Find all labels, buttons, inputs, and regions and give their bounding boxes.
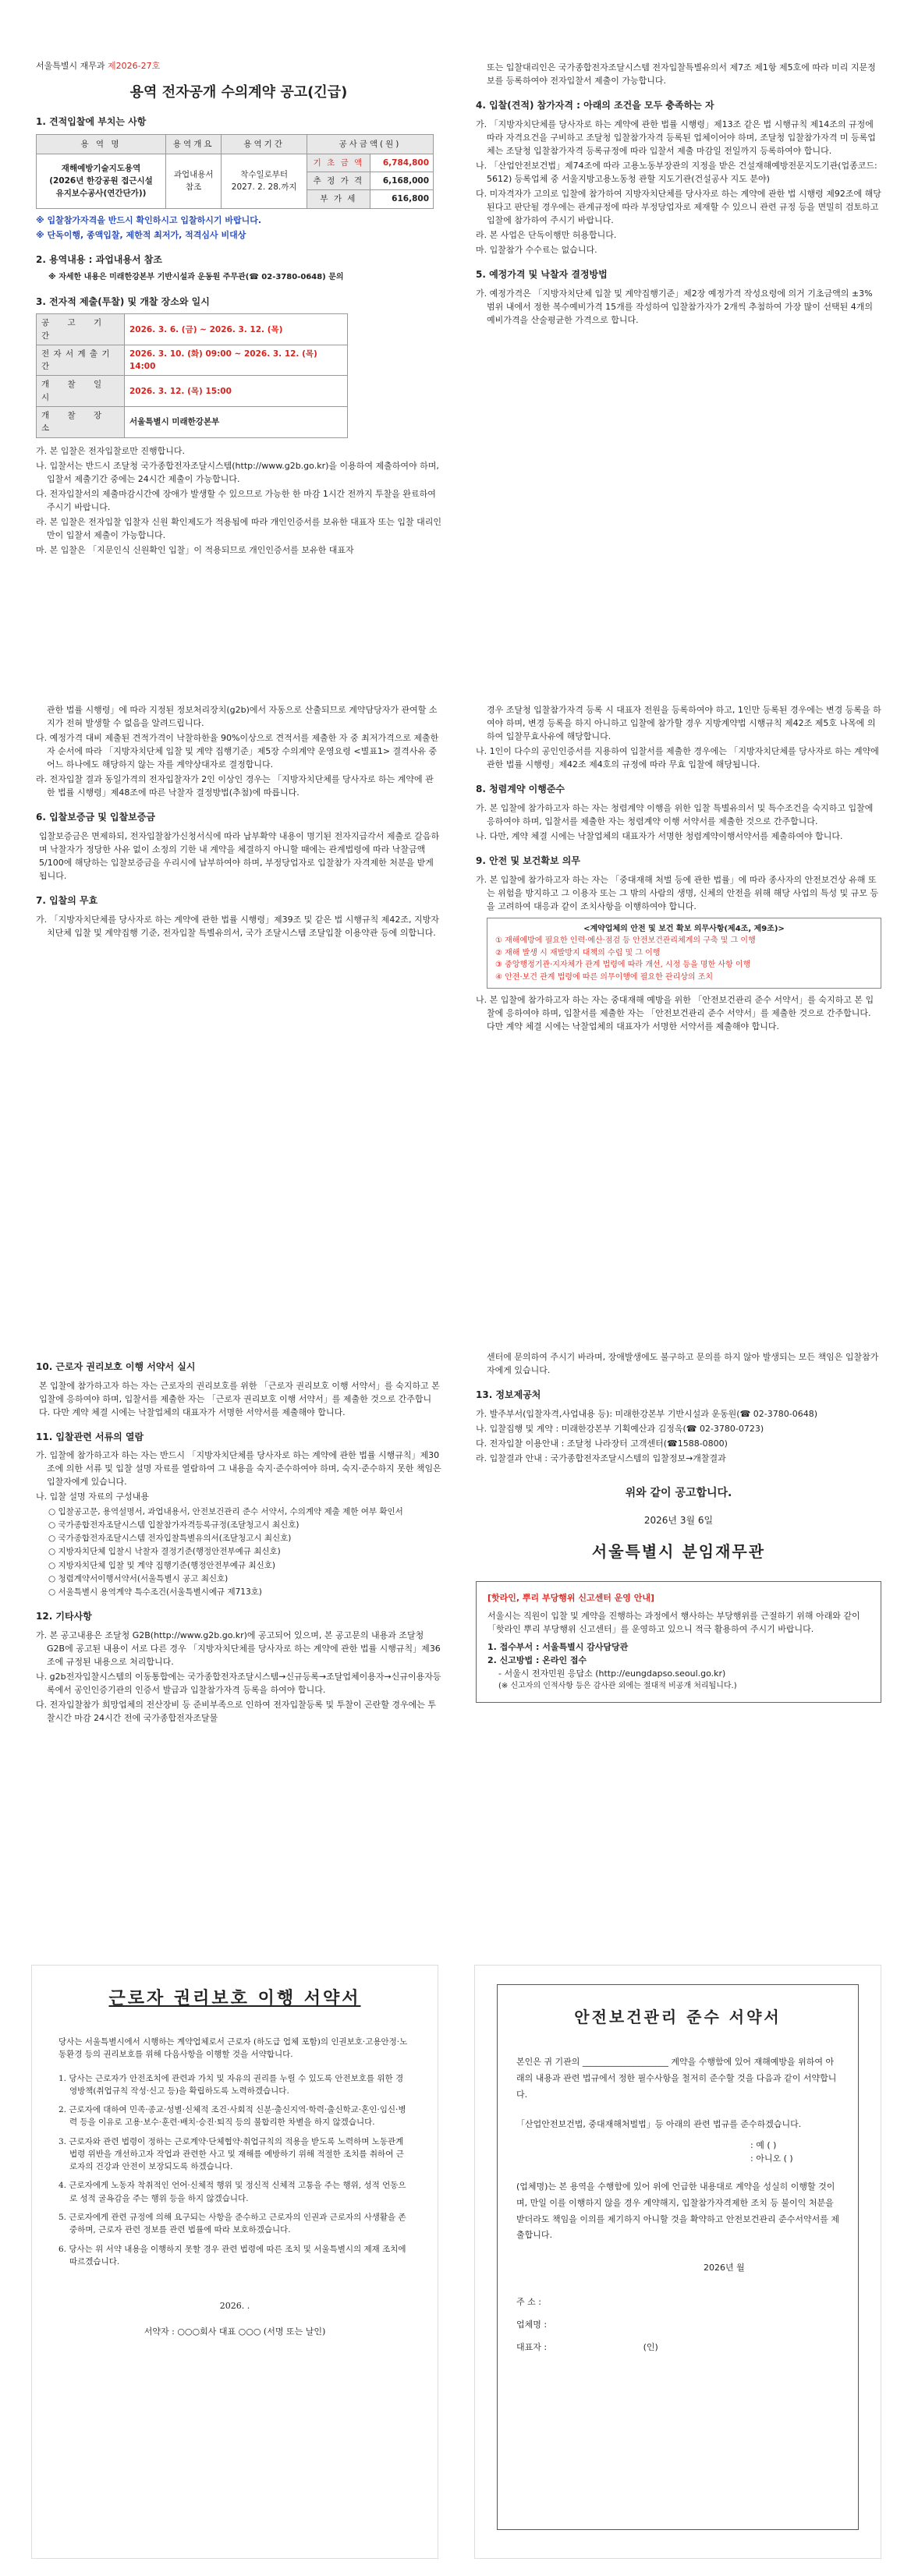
section-9-title: 9. 안전 및 보건확보 의무	[476, 855, 580, 866]
th-period: 용역기간	[222, 134, 307, 154]
pledge2-seal: (인)	[643, 2341, 658, 2352]
schedule-label: 개 찰 일 시	[37, 376, 125, 407]
section-1-title: 1. 견적입찰에 부치는 사항	[36, 115, 147, 127]
s7-continuation: 경우 조달청 입찰참가자격 등록 시 대표자 전원을 등록하여야 하고, 1인만 등록된 경우에는 변경 등록을 하여야 하며, 변경 등록을 하지 아니하고 입찰에 참가할 경우 지방계약법 시행규칙 제42조 제5호 나목에 의하여 입찰무효사유에 해당합니다.	[487, 705, 881, 742]
pledge2-rep: 대표자 :	[516, 2341, 548, 2352]
section-4-title: 4. 입찰(견적) 참가자격 : 아래의 조건을 모두 충족하는 자	[476, 100, 714, 111]
obligation-box-title: <계약업체의 안전 및 보건 확보 의무사항(제4조, 제9조)>	[583, 924, 785, 933]
s8-item: 가. 본 입찰에 참가하고자 하는 자는 청렴계약 이행을 위한 입찰 특별유의서 및 특수조건을 숙지하고 입찰에 응하여야 하며, 입찰서를 제출한 자는 청렴계약 이행 서약서를 제출한 것으로 간주합니다.	[476, 802, 874, 826]
s4-item: 라. 본 사업은 단독이행만 허용합니다.	[476, 230, 617, 241]
project-period: 착수일로부터 2027. 2. 28.까지	[222, 154, 307, 208]
dept-label: 서울특별시 재무과	[36, 61, 108, 71]
s5-item: 다. 예정가격 대비 제출된 견적가격이 낙찰하한율 90%이상으로 견적서를 제출한 자 중 최저가격으로 제출한 자 순서에 따라 「지방자치단체 입찰 및 계약 집행기준」제5장 수의계약 운영요령 <별표1> 결격사유 중 어느 하나에도 해당하지 않는 자를 계약상대자로 결정합니다.	[36, 733, 439, 770]
closing-line: 위와 같이 공고합니다.	[625, 1486, 732, 1499]
s3-item: 나. 입찰서는 반드시 조달청 국가종합전자조달시스템(http://www.g2b.go.kr)을 이용하여 제출하여야 하며, 입찰서 제출기간 중에는 24시간 제출이 가능합니다.	[36, 460, 439, 484]
s11-list-item: ○ 서울특별시 용역계약 특수조건(서울특별시예규 제713호)	[48, 1587, 262, 1598]
hotline-box	[476, 1581, 881, 1703]
schedule-label: 개 찰 장 소	[37, 406, 125, 437]
s3-continuation: 또는 입찰대리인은 국가종합전자조달시스템 전자입찰특별유의서 제7조 제1항 제5호에 따라 미리 지문정보를 등록하여야 전자입찰서 제출이 가능합니다.	[487, 62, 876, 87]
obligation-line: ② 재해 발생 시 재발방지 대책의 수립 및 그 이행	[495, 948, 661, 957]
s4-item: 가. 「지방자치단체를 당사자로 하는 계약에 관한 법률 시행령」제13조 같은 법 시행규칙 제14조의 규정에 따라 자격요건을 구비하고 조달청 입찰참가자격 등록된 업체이어야 하며, 조달청 입찰참가자격 미 등록업체는 조달청 입찰참가자격 등록규정에 따라 입찰서 제출 마감일 전일까지 등록하여야 합니다.	[476, 119, 876, 156]
th-name: 용 역 명	[37, 134, 166, 154]
section-6-title: 6. 입찰보증금 및 입찰보증금	[36, 812, 155, 823]
s5-item: 가. 예정가격은 「지방자치단체 입찰 및 계약집행기준」제2장 예정가격 작성요령에 의거 기초금액의 ±3% 범위 내에서 정한 복수예비가격 15개를 작성하여 입찰참가자가 2개씩 추첨하여 가장 많이 선택된 4개의 예비가격을 산술평균한 가격으로 합니다.	[476, 288, 873, 325]
section-8-title: 8. 청렴계약 이행준수	[476, 784, 565, 795]
base-amount-label: 기 초 금 액	[307, 154, 370, 172]
s9-item: 나. 본 입찰에 참가하고자 하는 자는 중대재해 예방을 위한 「안전보건관리 준수 서약서」를 숙지하고 본 입찰에 응하여야 하며, 입찰서를 제출한 자는 「안전보건관리 준수 서약서」를 제출한 것으로 간주합니다. 다만 계약 체결 시에는 낙찰업체의 대표자가 서명한 서약서를 제출해야 합니다.	[476, 995, 874, 1032]
s13-item: 가. 발주부서(입찰자격,사업내용 등): 미래한강본부 기반시설과 운동원(☎ 02-3780-0648)	[476, 1408, 817, 1419]
s11-item: 나. 입찰 설명 자료의 구성내용	[36, 1491, 149, 1502]
pledge2-yes[interactable]: : 예 ( )	[750, 2139, 777, 2150]
notice-title: 용역 전자공개 수의계약 공고(긴급)	[129, 84, 348, 101]
pledge2-address: 주 소 :	[516, 2297, 541, 2308]
page1-right-column	[476, 59, 881, 328]
schedule-value: 2026. 3. 10. (화) 09:00 ~ 2026. 3. 12. (목) 14:00	[125, 345, 348, 376]
s12-item: 가. 본 공고내용은 조달청 G2B(http://www.g2b.go.kr)에 공고되어 있으며, 본 공고문의 내용과 조달청G2B에 공고된 내용이 서로 다른 경우 「지방자치단체를 당사자로 하는 계약에 관한 법률 시행규칙」제36조에 규정된 내용으로 처리합니다.	[36, 1629, 441, 1668]
s12-item: 나. g2b전자입찰시스템의 이동통합에는 국가종합전자조달시스템→신규등록→조달업체이용자→신규이용자등록에서 공인인증기관의 인증서 발급과 입찰참가자격 등록을 하여야 합니다.	[36, 1672, 441, 1696]
pledge1-item: 6. 당사는 위 서약 내용을 이행하지 못할 경우 관련 법령에 따른 조치 및 서울특별시의 제재 조치에 따르겠습니다.	[58, 2244, 406, 2266]
section-2-title: 2. 용역내용 : 과업내용서 참조	[36, 253, 162, 265]
page-2	[0, 686, 911, 1325]
section-11-title: 11. 입찰관련 서류의 열람	[36, 1431, 144, 1442]
pledge2-intro: 본인은 귀 기관의 ____________________ 계약을 수행함에 있어 재해예방을 위하여 아래의 내용과 관련 법규에서 정한 필수사항을 철저히 준수할 것을 다음과 같이 서약합니다.	[516, 2057, 837, 2100]
table-row	[37, 406, 348, 437]
table-header-row	[37, 134, 434, 154]
bid-item-table	[36, 134, 434, 209]
note-1: ※ 입찰참가자격을 반드시 확인하시고 입찰하시기 바랍니다.	[36, 214, 262, 225]
page-3	[0, 1333, 911, 1926]
s3-item: 마. 본 입찰은 「지문인식 신원확인 입찰」이 적용되므로 개인인증서를 보유한 대표자	[36, 544, 354, 555]
vat-value: 616,800	[370, 190, 433, 208]
hotline-method: 2. 신고방법 : 온라인 접수	[487, 1655, 587, 1666]
schedule-table	[36, 313, 348, 437]
s10-body: 본 입찰에 참가하고자 하는 자는 근로자의 권리보호를 위한 「근로자 권리보호 이행 서약서」를 숙지하고 본 입찰에 응하여야 하며, 입찰서를 제출한 자는 「근로자 권리보호 이행 서약서」를 제출한 것으로 간주합니다. 다만 계약 체결 시에는 낙찰업체의 대표자가 서명한 서약서를 제출해야 합니다.	[39, 1380, 440, 1417]
vat-label: 부 가 세	[307, 190, 370, 208]
obligation-line: ③ 중앙행정기관·지자체가 관계 법령에 따라 개선, 시정 등을 명한 사항 이행	[495, 961, 751, 970]
closing-org: 서울특별시 분임재무관	[591, 1542, 766, 1562]
table-row	[37, 154, 434, 172]
s6-body: 입찰보증금은 면제하되, 전자입찰참가신청서식에 따라 납부확약 내용이 명기된 전자지급각서 제출로 갈음하며 낙찰자가 정당한 사유 없이 소정의 기한 내 계약을 체결하지 아니할 때에는 관계법령에 따라 낙찰금액 5/100에 해당하는 입찰보증금을 우리시에 납부하여야 하며, 부정당업자로 입찰참가 자격제한 처분을 받게 됩니다.	[39, 830, 440, 882]
pledge2-date: 2026년 월	[704, 2263, 745, 2273]
pledge1-item: 5. 근로자에게 관련 규정에 의해 요구되는 사항을 준수하고 근로자의 인권과 근로자의 사생활을 존중하며, 근로자 관련 정보를 관련 법률에 따라 보호하겠습니다.	[58, 2213, 406, 2235]
s3-item: 라. 본 입찰은 전자입찰 입찰자 신원 확인제도가 적용됨에 따라 개인인증서를 보유한 대표자 또는 입찰 대리인만이 입찰서 제출이 가능합니다.	[36, 516, 441, 540]
page3-left-column	[36, 1349, 441, 1726]
page1-left-column	[36, 59, 441, 558]
doc-header	[36, 59, 441, 73]
pledge1-item: 1. 당사는 근로자가 안전조치에 관련과 가치 및 자유의 권리를 누릴 수 있도록 안전보호를 위한 경영방책(취업규칙 작성·신고 등)을 확립하도록 노력하겠습니다.	[58, 2073, 404, 2096]
s4-item: 다. 미자격자가 고의로 입찰에 참가하여 지방자치단체를 당사자로 하는 계약에 관한 법 시행령 제92조에 해당된다고 판단될 경우에는 관계규정에 따라 부정당업자로 제재할 수 있으니 관련 규정 등을 면밀히 검토하고 입찰에 참가하여 주시기 바랍니다.	[476, 188, 881, 226]
hotline-body: 서울시는 직원이 입찰 및 계약을 진행하는 과정에서 행사하는 부당행위를 근절하기 위해 아래와 같이 「핫라인 뿌리 부당행위 신고센터」를 운영하고 있으니 적극 활용하여 주시기 바랍니다.	[487, 1611, 860, 1635]
hotline-url[interactable]: - 서울시 전자민원 응답소 (http://eungdapso.seoul.go.kr)	[498, 1668, 726, 1679]
project-overview: 과업내용서 참조	[166, 154, 222, 208]
s13-item: 다. 전자입찰 이용안내 : 조달청 나라장터 고객센터(☎1588-0800)	[476, 1438, 728, 1449]
section-10-title: 10. 근로자 권리보호 이행 서약서 실시	[36, 1361, 196, 1372]
est-price-label: 추 정 가 격	[307, 172, 370, 190]
project-name: 재해예방기술지도용역 (2026년 한강공원 접근시설 유지보수공사(연간단가))	[37, 154, 166, 208]
s5-item: 라. 전자입찰 결과 동일가격의 전자입찰자가 2인 이상인 경우는 「지방자치단체를 당사자로 하는 계약에 관한 법률 시행령」제48조에 따른 낙찰자 결정방법(추첨)에 따릅니다.	[36, 774, 434, 798]
page2-left-column	[36, 702, 441, 941]
est-price-value: 6,168,000	[370, 172, 433, 190]
schedule-value: 2026. 3. 12. (목) 15:00	[125, 376, 348, 407]
page-1	[0, 0, 911, 671]
obligation-box	[487, 918, 881, 989]
pledge2-law: 「산업안전보건법, 중대재해처벌법」등 아래의 관련 법규를 준수하겠습니다.	[516, 2118, 802, 2129]
s11-list-item: ○ 국가종합전자조달시스템 입찰참가자격등록규정(조달청고시 최신호)	[48, 1520, 300, 1530]
note-2: ※ 단독이행, 종액입찰, 제한적 최저가, 적격심사 비대상	[36, 229, 246, 240]
pledge2-no[interactable]: : 아니오 ( )	[750, 2153, 793, 2164]
section-7-title: 7. 입찰의 무효	[36, 895, 98, 907]
hotline-privacy: (※ 신고자의 인적사항 등은 감사관 외에는 절대적 비공개 처리됩니다.)	[498, 1682, 737, 1691]
s13-item: 라. 입찰결과 안내 : 국가종합전자조달시스템의 입찰정보→개찰결과	[476, 1453, 726, 1463]
pledge1-signature: 서약자 : ○○○회사 대표 ○○○ (서명 또는 날인)	[144, 2327, 326, 2337]
hotline-dept: 1. 접수부서 : 서울특별시 감사담당관	[487, 1642, 629, 1653]
s11-list-item: ○ 지방자치단체 입찰 및 계약 집행기준(행정안전부예규 최신호)	[48, 1560, 275, 1570]
s11-list-item: ○ 지방자치단체 입찰시 낙찰자 결정기준(행정안전부예규 최신호)	[48, 1547, 281, 1557]
th-overview: 용역개요	[166, 134, 222, 154]
table-row	[37, 376, 348, 407]
th-amount: 공사금액(원)	[307, 134, 433, 154]
pledge1-item: 3. 근로자와 관련 법령이 정하는 근로계약·단체협약·취업규칙의 적용을 받도록 노력하며 노동관계 법령 위반을 개선하고자 작업과 관련한 사고 및 재해를 예방하기 위해 적절한 조치를 취하여 근로자의 건강과 안전이 보장되도록 하겠습니다.	[58, 2136, 404, 2172]
page2-right-column	[476, 702, 881, 1035]
s3-item: 다. 전자입찰서의 제출마감시간에 장애가 발생할 수 있으므로 가능한 한 마감 1시간 전까지 투찰을 완료하여 주시기 바랍니다.	[36, 488, 436, 512]
schedule-value: 2026. 3. 6. (금) ~ 2026. 3. 12. (목)	[125, 314, 348, 345]
s11-item: 가. 입찰에 참가하고자 하는 자는 반드시 「지방자치단체를 당사자로 하는 계약에 관한 법률 시행규칙」제30조에 의한 서류 및 입찰 설명 자료를 열람하여 그 내용을 숙지·준수하여야 하며, 숙지·준수하지 못한 책임은 입찰자에게 있습니다.	[36, 1450, 441, 1488]
s5-continuation: 관한 법률 시행령」에 따라 지정된 정보처리장치(g2b)에서 자동으로 산출되므로 계약담당자가 관여할 소지가 전혀 발생할 수 없음을 알려드립니다.	[47, 705, 438, 729]
pledge1-item: 4. 근로자에게 노동자 착취적인 언어·신체적 행위 및 정신적 신체적 고통을 주는 행위, 성적 언동으로 성적 굴욕감을 주는 행위 등을 하지 않겠습니다.	[58, 2181, 406, 2203]
labor-rights-pledge	[31, 1965, 438, 2559]
obligation-line: ① 재해예방에 필요한 인력·예산·점검 등 안전보건관리체계의 구축 및 그 이행	[495, 936, 756, 946]
schedule-label: 공 고 기 간	[37, 314, 125, 345]
s4-item: 나. 「산업안전보건법」제74조에 따라 고용노동부장관의 지정을 받은 건설재해예방전문지도기관(업종코드: 5612) 등록업체 중 서울지방고용노동청 관할 지도기관(건설공사 지도 분야)	[476, 160, 877, 184]
s11-list-item: ○ 입찰공고문, 용역설명서, 과업내용서, 안전보건관리 준수 서약서, 수의계약 제출 제한 여부 확인서	[48, 1506, 403, 1516]
s11-list-item: ○ 국가종합전자조달시스템 전자입찰특별유의서(조달청고시 최신호)	[48, 1534, 292, 1544]
pledge2-title: 안전보건관리 준수 서약서	[574, 2008, 782, 2026]
s12-continuation: 센터에 문의하여 주시기 바라며, 장애발생에도 불구하고 문의를 하지 않아 발생되는 모든 책임은 입찰참가자에게 있습니다.	[487, 1352, 879, 1376]
table-row	[37, 314, 348, 345]
table-row	[37, 345, 348, 376]
schedule-label: 전 자 서 계 출 기 간	[37, 345, 125, 376]
s5-item: 나. 1인이 다수의 공인인증서를 지용하여 입찰서를 제출한 경우에는 「지방자치단체를 당사자로 하는 계약에 관한 법률 시행령」제42조 제4호의 규정에 따라 무효 입찰에 해당됩니다.	[476, 746, 879, 770]
s7-item: 가. 「지방자치단체를 당사자로 하는 계약에 관한 법률 시행령」제39조 및 같은 법 시행규칙 제42조, 지방자치단체 입찰 및 계약집행 기준, 전자입찰 특별유의서, 국가 조달시스템 조달입찰 이용약관 등에 의합니다.	[36, 914, 439, 938]
section-3-title: 3. 전자적 제출(투찰) 및 개찰 장소와 일시	[36, 295, 210, 307]
pledge1-intro: 당사는 서울특별시에서 시행하는 계약업체로서 근로자 (하도급 업체 포함)의 인권보호·고용안정·노동환경 등의 권리보호를 위해 다음사항을 이행할 것을 서약합니다.	[58, 2037, 408, 2060]
pledge2-company: 업체명 :	[516, 2319, 548, 2330]
s3-item: 가. 본 입찰은 전자입찰로만 진행합니다.	[36, 445, 185, 456]
notice-number: 제2026-27호	[108, 61, 161, 71]
closing-date: 2026년 3월 6일	[643, 1514, 714, 1526]
pledge1-item: 2. 근로자에 대하여 민족·종교·성별·신체적 조건·사회적 신분·출신지역·학력·출신학교·혼인·임신·병력 등을 이유로 고용·보수·훈련·배치·승진·퇴직 등의 불합리한 차별을 하지 않겠습니다.	[58, 2105, 406, 2128]
pledge2-body: (업체명)는 본 용역을 수행함에 있어 위에 언급한 내용대로 계약을 성실히 이행할 것이며, 만일 이를 이행하지 않을 경우 계약해지, 입찰참가자격제한 조치 등 불이익 처분을 받더라도 책임을 이의를 제기하지 아니할 것을 확약하고 안전보건관리 준수서약서를 제출합니다.	[516, 2181, 840, 2241]
page3-right-column	[476, 1349, 881, 1714]
obligation-line: ④ 안전·보건 관계 법령에 따른 의무이행에 필요한 관리상의 조치	[495, 972, 714, 982]
section-12-title: 12. 기타사항	[36, 1611, 92, 1622]
s8-item: 나. 다만, 계약 체결 시에는 낙찰업체의 대표자가 서명한 청렴계약이행서약서를 제출하여야 합니다.	[476, 830, 843, 841]
s4-item: 마. 입찰참가 수수료는 없습니다.	[476, 245, 597, 256]
s9-item: 가. 본 입찰에 참가하고자 하는 자는 「중대재해 처벌 등에 관한 법률」에 따라 종사자의 안전보건상 유해 또는 위험을 방지하고 그 이용자 또는 그 밖의 사람의 생명, 신체의 안전을 위해 해당 사업의 특성 및 규모 등을 고려하여 대응과 같이 조치사항을 이행하여야 합니다.	[476, 874, 879, 911]
section-13-title: 13. 정보제공처	[476, 1389, 541, 1401]
schedule-value: 서울특별시 미래한강본부	[125, 406, 348, 437]
pledge1-title: 근로자 권리보호 이행 서약서	[108, 1989, 361, 2008]
safety-pledge	[474, 1965, 881, 2559]
hotline-title: [핫라인, 뿌리 부당행위 신고센터 운영 안내]	[487, 1593, 655, 1604]
s12-item: 다. 전자입찰참가 희망업체의 전산장비 등 준비부족으로 인하여 전자입찰등록 및 투찰이 곤란할 경우에는 투찰시간 마감 24시간 전에 국가종합전자조달물	[36, 1700, 436, 1724]
base-amount-value: 6,784,800	[370, 154, 433, 172]
pledge1-date: 2026. .	[219, 2301, 250, 2312]
s13-item: 나. 입찰집행 및 계약 : 미래한강본부 기획예산과 김정옥(☎ 02-3780-0723)	[476, 1423, 764, 1434]
section-2-note: ※ 자세한 내용은 미래한강본부 기반시설과 운동원 주무관(☎ 02-3780-0648) 문의	[48, 273, 344, 282]
section-5-title: 5. 예정가격 및 낙찰자 결정방법	[476, 269, 608, 281]
s11-list-item: ○ 청렴계약서이행서약서(서울특별시 공고 최신호)	[48, 1573, 229, 1583]
